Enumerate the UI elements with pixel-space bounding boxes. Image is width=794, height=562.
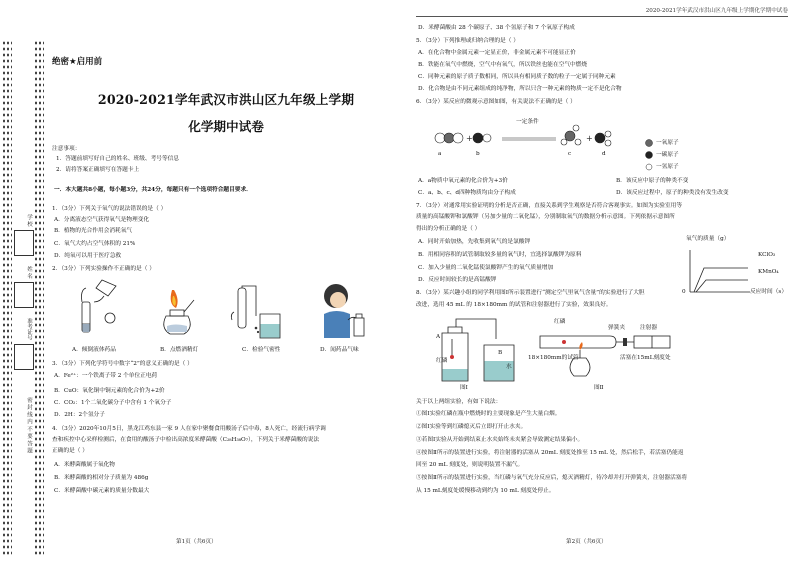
fig1-label-b: B [498,350,503,356]
svg-text:+: + [586,134,593,143]
smell-chemical-figure [314,280,374,344]
note-2: 2．请将答案正确填写在答题卡上 [56,167,140,173]
q8-stem-line-2: 改进，选用 45 mL 的 18×180mm 的试管和注射器进行了实验，效果良好。 [416,302,612,308]
fig2-label-red-p: 红磷 [554,319,566,325]
fig2-label-clip: 弹簧夹 [608,325,626,331]
q8-statement-4-line-1: ④按图Ⅱ所示的装置进行实验，将注射器的活塞从 20mL 刻度处推至 15 mL 处，然后松手，若活塞仍能返 [416,450,684,456]
section-1-heading: 一．本大题共8小题，每小题3分，共24分，每题只有一个选项符合题目要求． [54,187,252,193]
q8-statement-intro: 关于以上两组实验，有如下说法： [416,399,502,405]
q2-option-c: C．检验气密性 [242,347,281,353]
binding-margin [0,40,46,555]
q7-stem-line-1: 7．（3分）对通常用实验证明的分析是否正确，直接关系到学生观察是否符合客观事实。如图为实验室用等 [416,203,683,209]
q6-option-a: A．a物质中氧元素的化合价为+3价 [418,178,508,184]
q1-stem: 1．（3分）下列关于氧气的说法错误的是（ ） [52,206,167,212]
q6-legend-carbon: 一碳原子 [656,152,679,158]
q6-stem: 6．（3分）某反应的微观示意图如图，有关说法不正确的是（ ） [416,99,576,105]
note-1: 1．答题前填写好自己的姓名、班级、考号等信息 [56,156,180,162]
page-footer-2: 第2页（共6页） [566,539,607,545]
q8-stem-line-1: 8．（3分）某兴趣小组的同学利用图Ⅰ所示装置进行“测定空气里氧气含量”的实验进行了大胆 [416,290,645,296]
q5-option-c: C．同种元素的原子质子数相同，所以具有相同质子数的粒子一定属于同种元素 [418,74,616,80]
q7-stem-line-3: 得出的分析正确的是（ ） [416,226,481,232]
seal-dots-left [2,40,12,555]
q3-option-a: A．Fe²⁺：一个铁离子带 2 个单位正电荷 [54,373,158,379]
name-label: 姓 名 [26,265,32,279]
fig1-caption: 图Ⅰ [460,385,468,391]
q5-stem: 5．（3分）下列推理或归纳合理的是（ ） [416,38,519,44]
q1-option-c: C．氧气大约占空气体积的 21% [54,241,136,247]
q5-option-a: A．在化合物中金属元素一定显正价，非金属元素不可能显正价 [418,50,576,56]
secret-mark: 绝密★启用前 [52,57,103,67]
q6-legend-oxygen: 一氧原子 [656,140,679,146]
airtight-check-figure [228,284,288,344]
q6-option-d: D．该反应过程中，原子的种类没有发生改变 [616,190,729,196]
q2-option-b: B．点燃酒精灯 [160,347,199,353]
q4-stem-line-3: 正确的是（ ） [52,448,88,454]
fig2-label-tube: 18×180mm的试管 [528,355,579,361]
q6-condition-label: 一定条件 [516,119,539,125]
notes-heading: 注意事项： [52,146,81,152]
running-header: 2020-2021学年武汉市洪山区九年级上学期化学期中试卷 [416,6,788,17]
q5-option-b: B．铁能在氧气中燃烧，空气中有氧气，所以铁丝也能在空气中燃烧 [418,62,588,68]
q8-statement-3: ③若图Ⅰ实验从开始到结束止水夹始终未夹紧会导致测定结果偏小。 [416,437,584,443]
school-field[interactable] [14,230,34,256]
q6-legend-icons [644,138,654,174]
graph-series-kclo3: KClO₃ [758,252,776,258]
q8-statement-2: ②图Ⅰ实验等到红磷熄灭后立即打开止水夹。 [416,424,527,430]
page-footer-1: 第1页（共6页） [176,539,217,545]
q6-option-c: C．a、b、c、d四种物质均由分子构成 [418,190,516,196]
q6-label-c: c [568,151,572,157]
fig2-caption: 图Ⅱ [594,385,604,391]
graph-y-label: 氧气的质量（g） [686,236,730,242]
q2-option-a: A．倾倒液体药品 [72,347,116,353]
fig2-label-syringe: 注射器 [640,325,658,331]
q4-option-d: D．米酵菌酸由 28 个碳原子、38 个氢原子和 7 个氧原子构成 [418,25,575,31]
fig2-label-piston: 活塞在15mL刻度处 [620,355,671,361]
q4-stem-line-2: 查和疾控中心采样检测后，在食用的酸汤子中检出高浓度米酵菌酸（C₂₈H₃₈O₇），下列关于米酵菌酸的说法 [52,437,320,443]
svg-text:+: + [466,134,473,143]
q2-stem: 2．（3分）下列实验操作不正确的是（ ） [52,266,155,272]
q7-option-b: B．用相同容积的试管制取较多量的氧气时，宜选择氯酸钾为原料 [418,252,582,258]
graph-origin: 0 [682,289,686,295]
graph-series-kmno4: KMnO₄ [758,269,779,275]
q4-option-a: A．米酵菌酸属于氧化物 [54,462,115,468]
q1-option-d: D．纯氧可以用于医疗急救 [54,253,122,259]
seal-text: 密 封 线 内 不 要 答 题 [26,396,32,454]
q3-option-d: D．2H：2个氢分子 [54,412,105,418]
id-label: 准考证号 [26,318,32,340]
q6-legend-hydrogen: 一氢原子 [656,164,679,170]
id-field[interactable] [14,344,34,370]
q4-stem-line-1: 4．（3分）2020年10月5日，黑龙江鸡东县一家 9 人在家中聚餐食用酸汤子后中毒，8人死亡，经流行病学调 [52,426,326,432]
q8-statement-4-line-2: 回至 20 mL 刻度处，则说明装置不漏气。 [416,462,524,468]
q3-option-c: C．CO₂：1个二氧化碳分子中含有 1 个氧分子 [54,400,172,406]
graph-x-label: 反应时间（s） [750,289,788,295]
q6-label-d: d [602,151,606,157]
figure-1-apparatus [432,315,520,385]
q4-option-c: C．米酵菌酸中碳元素的质量分数最大 [54,488,150,494]
q7-option-d: D．反应时间较长的是高锰酸钾 [418,277,497,283]
seal-dots-right [34,40,44,555]
q5-option-d: D．化合物是由不同元素组成的纯净物，所以只含一种元素的物质一定不是化合物 [418,86,622,92]
name-field[interactable] [14,282,34,308]
q1-option-b: B．植物的光合作用会消耗氧气 [54,228,133,234]
school-label: 学 校 [26,213,32,227]
q1-option-a: A．分离液态空气获得氧气是物理变化 [54,217,150,223]
q6-label-b: b [476,151,480,157]
alcohol-lamp-figure [150,282,200,342]
q7-stem-line-2: 质量的高锰酸钾和氯酸钾（另加少量的二氧化锰），分别制取氧气的数据分析示意图。下列依据示意图所 [416,214,675,220]
q3-stem: 3．（3分）下列化学符号中数字“2”的意义正确的是（ ） [52,361,193,367]
exam-title: 2020-2021学年武汉市洪山区九年级上学期 [97,92,355,107]
fig1-label-a: A [436,334,441,340]
q7-option-a: A．同时开始加热，先收集到氧气的是氯酸钾 [418,239,531,245]
q4-option-b: B．米酵菌酸的相对分子质量为 486g [54,475,149,481]
pour-liquid-figure [66,278,124,342]
q2-option-d: D．闻药品气味 [320,347,359,353]
q7-option-c: C．加入少量的二氧化锰使氯酸钾产生的氧气质量增加 [418,265,554,271]
q6-label-a: a [438,151,442,157]
q8-statement-5-line-2: 从 15 mL刻度处缓慢移动到约为 10 mL 刻度处停止。 [416,488,555,494]
exam-subtitle: 化学期中试卷 [188,119,264,134]
q8-statement-1: ①图Ⅰ实验红磷在瓶中燃烧时的主要现象是产生大量白烟。 [416,411,561,417]
q6-option-b: B．该反应中原子的种类不变 [616,178,689,184]
q3-option-b: B．CuO：氧化铜中铜元素的化合价为+2价 [54,388,165,394]
fig1-label-water: 水 [506,364,512,370]
q8-statement-5-line-1: ⑤按图Ⅱ所示的装置进行实验，当红磷与氧气充分反应后，熄灭酒精灯，待冷却并打开弹簧夹，注射器活塞将 [416,475,688,481]
fig1-label-red-p: 红磷 [436,358,448,364]
